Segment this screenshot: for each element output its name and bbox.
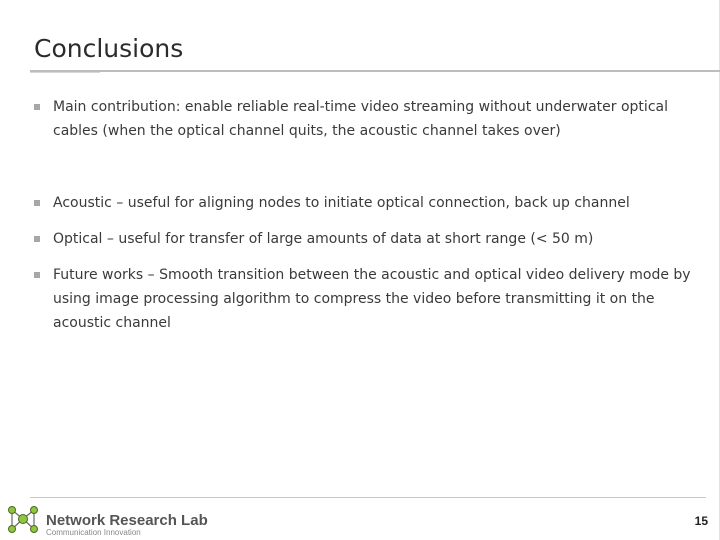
- network-nodes-icon: [6, 502, 40, 536]
- title-divider-accent: [30, 72, 100, 73]
- square-bullet-icon: [34, 272, 40, 278]
- bullet-text: Main contribution: enable reliable real-time video streaming without underwater optical cables (when the optical channel quits, the acoustic channel takes over): [53, 99, 668, 139]
- page-number: 15: [694, 514, 708, 528]
- bullet-text: Optical – useful for transfer of large amounts of data at short range (< 50 m): [53, 231, 594, 247]
- title-divider: [30, 70, 720, 72]
- bullet-text: Acoustic – useful for aligning nodes to initiate optical connection, back up channel: [53, 195, 630, 211]
- square-bullet-icon: [34, 104, 40, 110]
- bullet-item: [34, 95, 694, 143]
- bullet-item: [34, 227, 694, 251]
- slide-title: Conclusions: [34, 34, 184, 63]
- square-bullet-icon: [34, 236, 40, 242]
- lab-name: Network Research Lab: [46, 512, 208, 529]
- bullet-item: [34, 191, 694, 215]
- bullet-item: [34, 263, 694, 335]
- footer-divider: [30, 497, 706, 498]
- square-bullet-icon: [34, 200, 40, 206]
- lab-tagline: Communication Innovation: [46, 528, 141, 537]
- bullet-text: Future works – Smooth transition between the acoustic and optical video delivery mode by using image processing algorithm to compress the video before transmitting it on the acoustic channel: [53, 267, 691, 331]
